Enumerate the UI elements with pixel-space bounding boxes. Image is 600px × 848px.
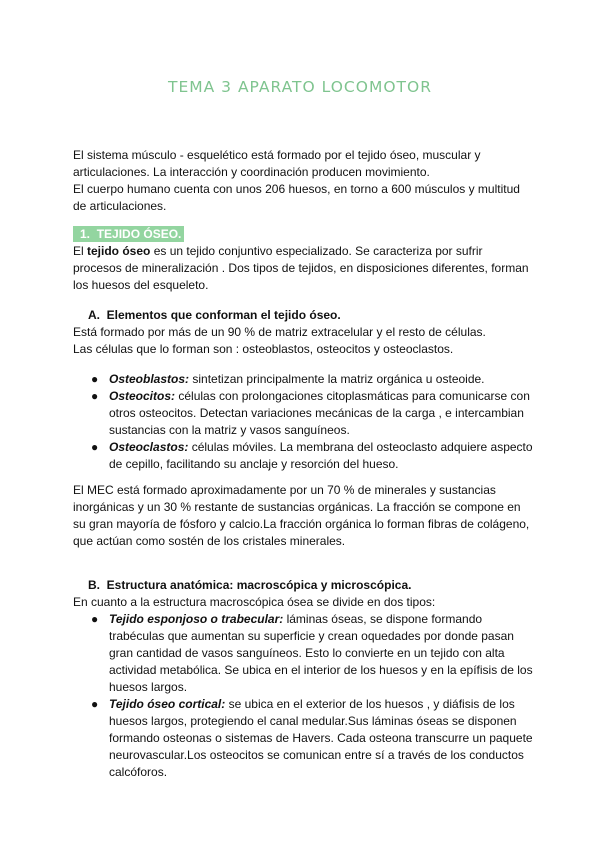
subsection-b-label: B. (88, 578, 100, 592)
list-item (73, 371, 533, 388)
intro-paragraph-2: El cuerpo humano cuenta con unos 206 huesos, en torno a 600 músculos y multitud de articulaciones. (73, 182, 520, 213)
bullet-text: sintetizan principalmente la matriz orgánica u osteoide. (192, 372, 485, 386)
structure-bullet-list (73, 611, 535, 781)
subsection-a-label: A. (88, 308, 100, 322)
bullet-icon: ● (91, 440, 99, 454)
section-1-prefix: El (73, 244, 84, 258)
list-item (73, 388, 533, 439)
section-1-paragraph (73, 243, 533, 294)
list-item (73, 611, 535, 696)
bullet-icon: ● (91, 389, 99, 403)
section-1-heading (73, 226, 184, 243)
bullet-text: células con prolongaciones citoplasmáticas para comunicarse con otros osteocitos. Detectan variaciones mecánicas de la carga , e intercambian sustancias con la matriz y vasos sanguíneos. (109, 389, 530, 437)
bullet-term: Osteocitos: (109, 389, 176, 403)
section-1-highlight (73, 226, 184, 242)
section-1-number: 1. (80, 227, 91, 241)
subsection-a-title: Elementos que conforman el tejido óseo. (106, 308, 341, 322)
subsection-b-heading (88, 577, 411, 594)
list-item (73, 439, 533, 473)
intro-paragraph-1: El sistema músculo - esquelético está formado por el tejido óseo, muscular y articulaciones. La interacción y coordinación producen movimiento. (73, 148, 481, 179)
section-1-text: es un tejido conjuntivo especializado. Se caracteriza por sufrir procesos de mineralización . Dos tipos de tejidos, en disposiciones diferentes, forman los huesos del esqueleto. (73, 244, 529, 292)
mec-paragraph: El MEC está formado aproximadamente por un 70 % de minerales y sustancias inorgánicas y un 30 % restante de sustancias orgánicas. La fracción se compone en su gran mayoría de fósforo y calcio.La fracción orgánica lo forman fibras de colágeno, que actúan como sostén de los cristales minerales. (73, 483, 530, 548)
bullet-icon: ● (91, 612, 99, 626)
bullet-icon: ● (91, 697, 99, 711)
bullet-icon: ● (91, 372, 99, 386)
bullet-term: Osteoclastos: (109, 440, 189, 454)
subsection-a-heading (88, 307, 341, 324)
subsection-b-title: Estructura anatómica: macroscópica y microscópica. (106, 578, 412, 592)
bullet-term: Tejido esponjoso o trabecular: (109, 612, 284, 626)
bullet-term: Tejido óseo cortical: (109, 697, 226, 711)
bullet-term: Osteoblastos: (109, 372, 190, 386)
subsection-b-paragraph: En cuanto a la estructura macroscópica ósea se divide en dos tipos: (73, 595, 436, 609)
bullet-text: se ubica en el exterior de los huesos , y diáfisis de los huesos largos, protegiendo el canal medular.Sus láminas óseas se disponen formando osteonas o sistemas de Havers. Cada osteona transcurre un paquete neurovascular.Los osteocitos se comunican entre sí a través de los conductos calcóforos. (109, 697, 533, 779)
cells-bullet-list (73, 371, 533, 473)
list-item (73, 696, 535, 781)
subsection-a-paragraph-2: Las células que lo forman son : osteoblastos, osteocitos y osteoclastos. (73, 342, 454, 356)
section-1-title: TEJIDO ÓSEO. (96, 227, 182, 241)
bullet-text: células móviles. La membrana del osteoclasto adquiere aspecto de cepillo, facilitando su anclaje y resorción del hueso. (109, 440, 533, 471)
bullet-text: láminas óseas, se dispone formando trabéculas que aumentan su superficie y crean oquedades por donde pasan gran cantidad de vasos sanguíneos. Esto lo convierte en un tejido con alta actividad metabólica. Se ubica en el interior de los huesos y en la epífisis de los huesos largos. (109, 612, 533, 694)
section-1-bold-term: tejido óseo (87, 244, 151, 258)
document-title: TEMA 3 APARATO LOCOMOTOR (168, 78, 432, 96)
subsection-a-paragraph-1: Está formado por más de un 90 % de matriz extracelular y el resto de células. (73, 325, 486, 339)
